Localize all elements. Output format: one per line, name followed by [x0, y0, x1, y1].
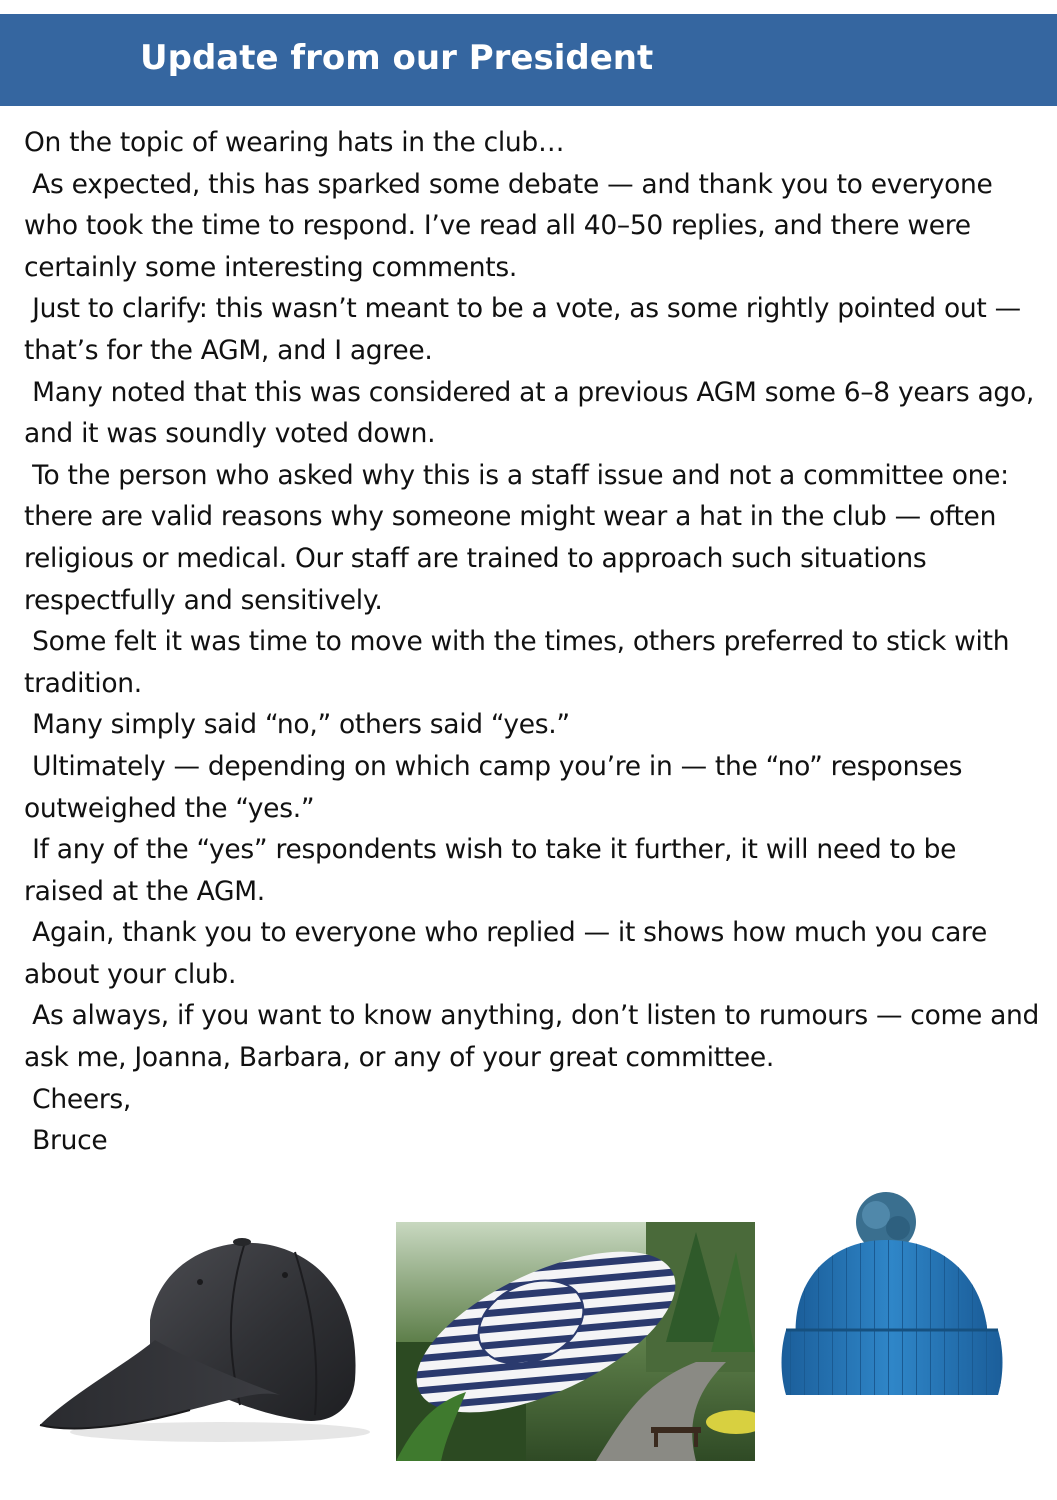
page-title: Update from our President: [140, 38, 654, 78]
paragraph: On the topic of wearing hats in the club…: [24, 127, 565, 158]
paragraph: As expected, this has sparked some debate — and thank you to everyone who took the time to respond. I’ve read all 40–50 replies, and there were certainly some interesting comments.: [24, 168, 1001, 283]
paragraph: Some felt it was time to move with the times, others preferred to stick with tradition.: [24, 626, 1018, 699]
article-body: [24, 122, 1048, 1162]
header-banner: [0, 14, 1057, 106]
paragraph: To the person who asked why this is a staff issue and not a committee one: there are valid reasons why someone might wear a hat in the club — often religious or medical. Our staff are trained to approach such situations respectfully and sensitively.: [24, 459, 1017, 616]
paragraph: As always, if you want to know anything, don’t listen to rumours — come and ask me, Joanna, Barbara, or any of your great committee.: [24, 1000, 1048, 1074]
baseball-cap-image: [30, 1220, 380, 1450]
hat-photos: [0, 1190, 1057, 1480]
blue-beanie-image: [776, 1190, 1012, 1415]
signature-name: Bruce: [24, 1125, 108, 1157]
sign-off: Cheers,: [24, 1083, 132, 1115]
paragraph: Ultimately — depending on which camp you’re in — the “no” responses outweighed the “yes.”: [24, 750, 971, 824]
striped-sun-hat-image: [396, 1222, 755, 1461]
paragraph: If any of the “yes” respondents wish to take it further, it will need to be raised at the AGM.: [24, 834, 965, 907]
paragraph: Many simply said “no,” others said “yes.”: [24, 709, 570, 741]
paragraph: Just to clarify: this wasn’t meant to be a vote, as some rightly pointed out — that’s for the AGM, and I agree.: [24, 293, 1029, 366]
paragraph: Many noted that this was considered at a previous AGM some 6–8 years ago, and it was soundly voted down.: [24, 376, 1043, 450]
paragraph: Again, thank you to everyone who replied — it shows how much you care about your club.: [24, 917, 996, 990]
